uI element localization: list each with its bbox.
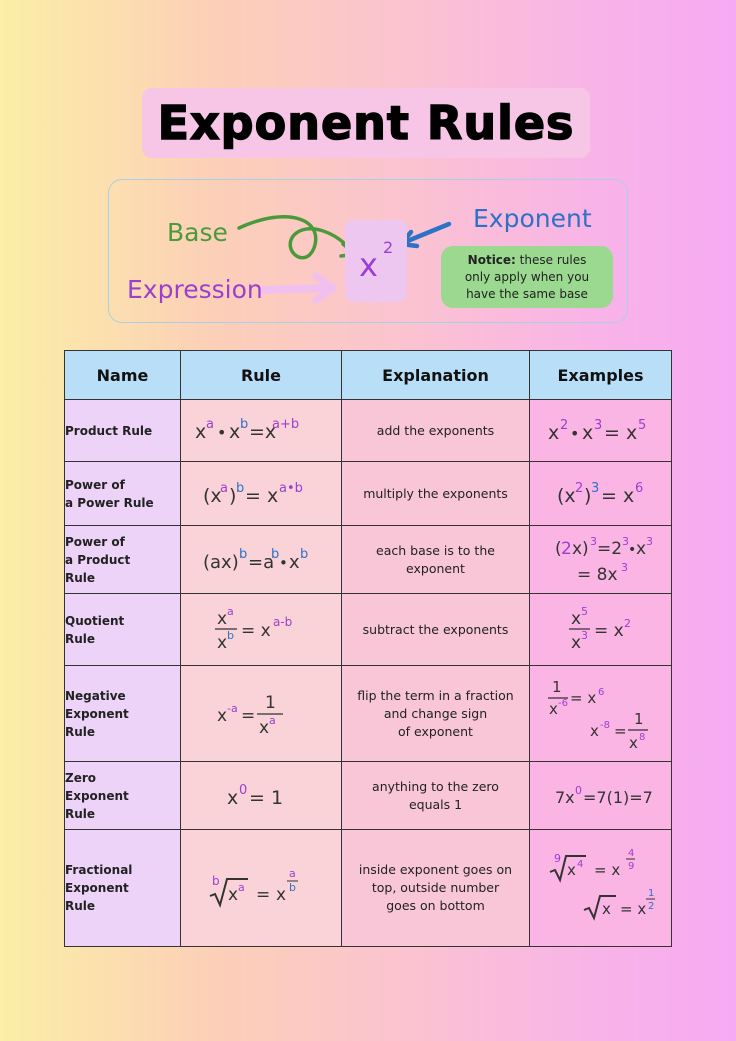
svg-text:3: 3: [590, 480, 599, 496]
rule-example: [530, 462, 672, 526]
svg-text:4: 4: [576, 859, 583, 870]
rule-example: [530, 666, 672, 762]
rule-explanation: [342, 762, 530, 830]
svg-text:a: a: [206, 416, 214, 432]
svg-text:•: •: [627, 541, 636, 558]
svg-text:(x: (x: [203, 484, 222, 507]
rule-example: [530, 526, 672, 594]
rule-name-line: Exponent: [65, 706, 129, 721]
svg-text:a: a: [269, 713, 276, 727]
table-row: [65, 400, 672, 462]
rule-name-line: Zero: [65, 770, 97, 785]
svg-text:= x: = x: [619, 900, 646, 918]
svg-text:b: b: [239, 546, 248, 562]
svg-text:2: 2: [560, 538, 572, 559]
product-power-formula: [201, 542, 321, 578]
explanation-line: each base is to the: [376, 542, 495, 558]
notice-line-3: have the same base: [466, 286, 588, 301]
notice-line-1: these rules: [515, 252, 587, 267]
svg-text:x: x: [217, 705, 228, 726]
svg-text:a: a: [227, 604, 234, 618]
svg-text:3: 3: [621, 534, 629, 548]
svg-text:-a: -a: [227, 701, 238, 715]
svg-text:(x: (x: [556, 484, 576, 507]
svg-text:9: 9: [553, 852, 561, 865]
rule-explanation: [342, 830, 530, 947]
svg-text:): ): [229, 484, 237, 507]
svg-text:5: 5: [637, 417, 646, 433]
rule-example: [530, 762, 672, 830]
svg-text:0: 0: [239, 782, 248, 798]
svg-text:=2: =2: [596, 538, 622, 559]
rule-name: [65, 762, 181, 830]
svg-text:b: b: [271, 546, 280, 562]
rule-name: [65, 462, 181, 526]
rule-formula: [181, 666, 342, 762]
svg-text:5: 5: [580, 604, 588, 618]
product-power-example: [551, 532, 651, 588]
notice-box: [441, 246, 613, 308]
svg-text:x: x: [227, 786, 239, 809]
power-rule-example: [551, 476, 651, 512]
explanation-line: add the exponents: [376, 422, 495, 438]
rule-name-line: Exponent: [65, 788, 129, 803]
svg-text:3: 3: [580, 628, 588, 642]
rule-name: [65, 594, 181, 666]
title-banner: [142, 88, 590, 158]
svg-text:1: 1: [265, 692, 276, 713]
rule-name-line: Power of: [65, 477, 125, 492]
svg-text:1: 1: [647, 888, 654, 899]
explanation-line: and change sign: [383, 705, 488, 721]
svg-text:4: 4: [627, 848, 634, 859]
svg-text:x: x: [589, 721, 599, 740]
table-row: [65, 830, 672, 947]
rule-name-line: Rule: [65, 631, 96, 646]
svg-text:x: x: [229, 420, 241, 443]
svg-text:3: 3: [645, 534, 653, 548]
svg-text:0: 0: [574, 783, 582, 797]
fractional-rule-example: [546, 842, 656, 934]
rule-name: [65, 666, 181, 762]
rule-name-line: a Product: [65, 552, 131, 567]
svg-text:a+b: a+b: [272, 416, 300, 432]
rule-example: [530, 400, 672, 462]
svg-text:a: a: [289, 867, 296, 880]
rule-explanation: [342, 666, 530, 762]
explanation-line: subtract the exponents: [362, 621, 509, 637]
product-rule-formula: [191, 413, 331, 449]
header-rule: Rule: [181, 351, 342, 400]
svg-text:x: x: [217, 632, 228, 653]
explanation-line: equals 1: [408, 796, 463, 812]
table-row: [65, 594, 672, 666]
svg-text:-6: -6: [557, 697, 568, 709]
notice-bold: Notice:: [467, 252, 516, 267]
svg-text:x: x: [289, 551, 300, 573]
svg-text:x: x: [228, 885, 239, 905]
table-row: [65, 666, 672, 762]
exponent-diagram: [108, 179, 628, 323]
exponent-label: Exponent: [473, 204, 592, 233]
svg-text:=: =: [613, 721, 627, 740]
svg-text:b: b: [289, 881, 296, 894]
svg-text:x: x: [547, 421, 559, 444]
svg-text:x: x: [195, 420, 207, 443]
quotient-rule-formula: [211, 605, 311, 655]
table-row: [65, 462, 672, 526]
rule-explanation: [342, 462, 530, 526]
explanation-line: inside exponent goes on: [358, 862, 513, 877]
svg-text:x: x: [217, 608, 228, 629]
svg-text:b: b: [240, 416, 249, 432]
svg-text:3: 3: [620, 560, 628, 574]
svg-text:2: 2: [623, 616, 631, 630]
svg-text:1: 1: [551, 677, 562, 696]
rule-formula: [181, 762, 342, 830]
svg-text:2: 2: [559, 417, 568, 433]
rule-name-line: Rule: [65, 899, 96, 913]
svg-text:1: 1: [633, 709, 644, 728]
explanation-line: anything to the zero: [372, 778, 499, 794]
svg-text:3: 3: [593, 417, 602, 433]
svg-text:2: 2: [574, 480, 583, 496]
page-title: Exponent Rules: [157, 96, 575, 150]
zero-rule-example: [551, 778, 651, 814]
rule-name-line: Rule: [65, 806, 96, 821]
rule-explanation: [342, 594, 530, 666]
svg-text:9: 9: [627, 861, 634, 872]
svg-text:= x: = x: [569, 688, 596, 707]
header-explanation: Explanation: [342, 351, 530, 400]
rule-name-line: Fractional: [65, 863, 133, 877]
rule-name-line: Quotient: [65, 613, 125, 628]
svg-text:x: x: [570, 632, 581, 653]
svg-text:=x: =x: [249, 420, 277, 443]
svg-text:x): x): [571, 538, 589, 559]
svg-text:x: x: [581, 421, 593, 444]
svg-text:3: 3: [589, 534, 597, 548]
svg-text:•: •: [217, 422, 227, 442]
power-exponent: 2: [383, 238, 394, 257]
rule-name-line: Negative: [65, 688, 126, 703]
svg-text:= x: = x: [241, 620, 271, 641]
header-examples: Examples: [530, 351, 672, 400]
svg-text:6: 6: [634, 480, 643, 496]
svg-text:a: a: [220, 480, 228, 496]
svg-text:b: b: [227, 628, 234, 642]
svg-text:x: x: [259, 717, 270, 738]
svg-text:=a: =a: [248, 551, 275, 573]
svg-text:a: a: [238, 881, 245, 894]
product-rule-example: [546, 413, 656, 449]
notice-line-2: only apply when you: [464, 269, 590, 284]
svg-text:b: b: [300, 546, 309, 562]
svg-text:x: x: [276, 885, 287, 905]
svg-text:2: 2: [647, 901, 654, 912]
rule-formula: [181, 526, 342, 594]
svg-text:= x: = x: [600, 484, 634, 507]
power-base: x: [359, 246, 378, 284]
rule-explanation: [342, 526, 530, 594]
svg-text:= x: = x: [593, 620, 624, 641]
rule-name: [65, 830, 181, 947]
svg-text:): ): [583, 484, 591, 507]
svg-text:8: 8: [638, 731, 645, 743]
table-row: [65, 762, 672, 830]
svg-text:6: 6: [597, 686, 604, 698]
rule-name-line: Exponent: [65, 881, 129, 895]
explanation-line: top, outside number: [371, 880, 500, 895]
rules-table: [64, 350, 672, 947]
svg-text:x: x: [570, 608, 581, 629]
base-label: Base: [167, 218, 228, 247]
power-rule-formula: [201, 476, 321, 512]
svg-text:= 1: = 1: [249, 786, 284, 809]
negative-rule-example: [546, 672, 656, 756]
explanation-line: goes on bottom: [386, 898, 485, 913]
svg-text:a-b: a-b: [273, 614, 293, 629]
svg-text:= x: = x: [603, 421, 637, 444]
svg-text:b: b: [236, 480, 245, 496]
svg-text:b: b: [212, 874, 220, 888]
svg-text:= 8x: = 8x: [576, 564, 618, 585]
negative-rule-formula: [211, 689, 311, 739]
svg-text:-8: -8: [599, 719, 610, 731]
svg-text:x: x: [635, 538, 646, 559]
explanation-line: of exponent: [398, 723, 473, 739]
table-header-row: [65, 351, 672, 400]
fractional-rule-formula: [206, 863, 316, 913]
rule-name-line: Power of: [65, 534, 125, 549]
explanation-line: multiply the exponents: [363, 485, 508, 501]
zero-rule-formula: [221, 778, 301, 814]
quotient-rule-example: [566, 605, 636, 655]
svg-text:•: •: [569, 423, 579, 443]
rule-example: [530, 594, 672, 666]
rule-formula: [181, 830, 342, 947]
svg-text:x: x: [628, 733, 638, 752]
svg-text:= x: = x: [245, 484, 279, 507]
svg-text:x: x: [601, 900, 611, 918]
rule-name: [65, 526, 181, 594]
svg-text:x: x: [566, 861, 576, 879]
rule-explanation: [342, 400, 530, 462]
rule-formula: [181, 462, 342, 526]
svg-text:7x: 7x: [554, 787, 575, 807]
svg-text:= x: = x: [593, 861, 620, 879]
rule-name-line: a Power Rule: [65, 495, 154, 510]
svg-text:(ax): (ax): [203, 551, 239, 573]
svg-text:•: •: [279, 553, 288, 572]
svg-text:=: =: [256, 885, 271, 905]
header-name: Name: [65, 351, 181, 400]
rule-formula: [181, 400, 342, 462]
rule-name-line: Rule: [65, 570, 96, 585]
table-row: [65, 526, 672, 594]
explanation-line: exponent: [406, 560, 465, 576]
rule-name-line: Product Rule: [65, 423, 153, 438]
svg-text:a•b: a•b: [279, 480, 303, 496]
rule-example: [530, 830, 672, 947]
rule-name: [65, 400, 181, 462]
svg-text:=7(1)=7: =7(1)=7: [582, 787, 653, 807]
svg-text:x: x: [548, 699, 558, 718]
expression-label: Expression: [127, 275, 263, 304]
rule-formula: [181, 594, 342, 666]
svg-text:=: =: [241, 705, 256, 726]
explanation-line: flip the term in a fraction: [357, 687, 514, 703]
svg-text:(: (: [554, 538, 562, 559]
rule-name-line: Rule: [65, 724, 96, 739]
